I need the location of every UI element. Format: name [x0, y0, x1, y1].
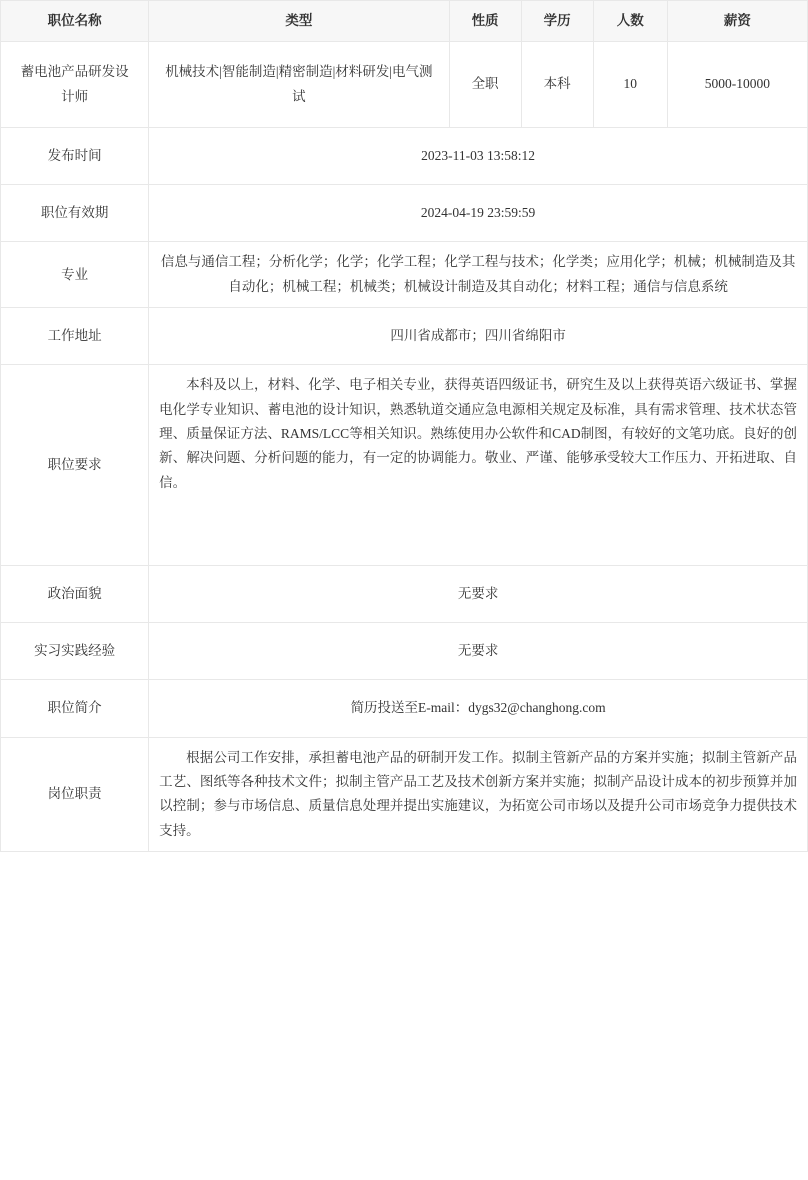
header-salary: 薪资: [667, 1, 807, 42]
row-label-work-location: 工作地址: [1, 308, 149, 365]
table-row: [1, 565, 808, 622]
row-value-duties: 根据公司工作安排，承担蓄电池产品的研制开发工作。拟制主管新产品的方案并实施；拟制主管新产品工艺、图纸等各种技术文件；拟制主管产品工艺及技术创新方案并实施；拟制产品设计成本的初步预算并加以控制；参与市场信息、质量信息处理并提出实施建议，为拓宽公司市场以及提升公司市场竞争力提供技术支持。: [149, 737, 808, 851]
row-value-job-intro: 简历投送至E-mail：dygs32@changhong.com: [149, 680, 808, 737]
row-label-requirements: 职位要求: [1, 365, 149, 565]
row-value-requirements: 本科及以上，材料、化学、电子相关专业，获得英语四级证书，研究生及以上获得英语六级证书、掌握电化学专业知识、蓄电池的设计知识，熟悉轨道交通应急电源相关规定及标准，具有需求管理、技术状态管理、质量保证方法、RAMS/LCC等相关知识。熟练使用办公软件和CAD制图，有较好的文笔功底。良好的创新、解决问题、分析问题的能力，有一定的协调能力。敬业、严谨、能够承受较大工作压力、开拓进取、自信。: [149, 365, 808, 565]
table-row: [1, 127, 808, 184]
header-education: 学历: [521, 1, 593, 42]
table-row: [1, 623, 808, 680]
row-label-publish-time: 发布时间: [1, 127, 149, 184]
table-row: [1, 680, 808, 737]
row-value-work-location: 四川省成都市；四川省绵阳市: [149, 308, 808, 365]
job-education-value: 本科: [521, 42, 593, 128]
table-row: [1, 185, 808, 242]
row-label-internship: 实习实践经验: [1, 623, 149, 680]
row-label-major: 专业: [1, 242, 149, 308]
table-row: [1, 308, 808, 365]
header-type: 类型: [149, 1, 449, 42]
table-row: [1, 365, 808, 565]
row-label-job-intro: 职位简介: [1, 680, 149, 737]
job-name-value: 蓄电池产品研发设计师: [1, 42, 149, 128]
table-row: [1, 737, 808, 851]
job-type-value: 机械技术|智能制造|精密制造|材料研发|电气测试: [149, 42, 449, 128]
row-value-publish-time: 2023-11-03 13:58:12: [149, 127, 808, 184]
header-job-name: 职位名称: [1, 1, 149, 42]
job-summary-row: [1, 42, 808, 128]
job-nature-value: 全职: [449, 42, 521, 128]
job-salary-value: 5000-10000: [667, 42, 807, 128]
header-headcount: 人数: [593, 1, 667, 42]
table-row: [1, 242, 808, 308]
header-nature: 性质: [449, 1, 521, 42]
table-header-row: [1, 1, 808, 42]
row-value-valid-until: 2024-04-19 23:59:59: [149, 185, 808, 242]
row-label-duties: 岗位职责: [1, 737, 149, 851]
job-headcount-value: 10: [593, 42, 667, 128]
row-label-political-status: 政治面貌: [1, 565, 149, 622]
row-value-political-status: 无要求: [149, 565, 808, 622]
row-value-internship: 无要求: [149, 623, 808, 680]
row-value-major: 信息与通信工程；分析化学；化学；化学工程；化学工程与技术；化学类；应用化学；机械；机械制造及其自动化；机械工程；机械类；机械设计制造及其自动化；材料工程；通信与信息系统: [149, 242, 808, 308]
row-label-valid-until: 职位有效期: [1, 185, 149, 242]
